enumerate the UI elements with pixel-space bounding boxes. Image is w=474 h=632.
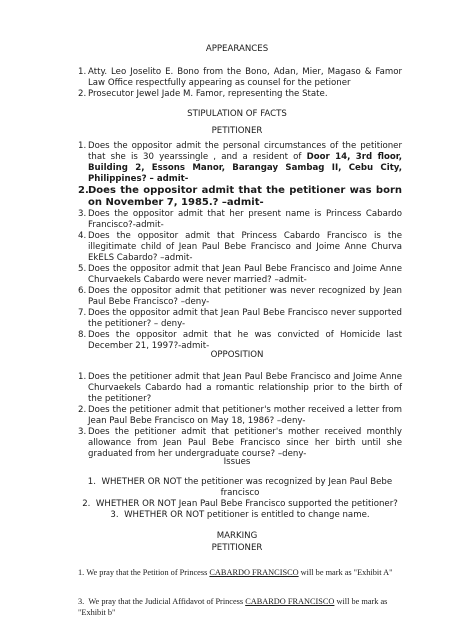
list-item: 1. WHETHER OR NOT the petitioner was recognized by Jean Paul Bebe francisco (87, 477, 393, 498)
marking-item: 3. We pray that the Judicial Affidavot of Princess CABARDO FRANCISCO will be mark as "Exhibit b" (78, 597, 388, 617)
appearances-list (78, 67, 402, 100)
list-item: 2. WHETHER OR NOT Jean Paul Bebe Francisco supported the petitioner? (82, 499, 398, 509)
list-item: 6. Does the oppositor admit that petitioner was never recognized by Jean Paul Bebe Francisco? –deny- (78, 286, 402, 307)
list-item: 1. Does the petitioner admit that Jean Paul Bebe Francisco and Joime Anne Churvaekels Cabardo had a romantic relationship prior to the birth of the petitioner? (78, 372, 402, 404)
marking-petitioner-subheading: PETITIONER (211, 543, 263, 553)
list-item: 3. Does the oppositor admit that her present name is Princess Cabardo Francisco?-admit- (78, 209, 402, 230)
petitioner-subheading: PETITIONER (211, 126, 263, 136)
opposition-list (78, 372, 402, 460)
marking-heading: MARKING (216, 531, 258, 541)
opposition-heading: OPPOSITION (210, 350, 264, 360)
stipulation-list (78, 141, 402, 352)
issues-list (78, 477, 402, 521)
appearances-heading: APPEARANCES (205, 44, 269, 54)
stipulation-heading: STIPULATION OF FACTS (187, 109, 287, 119)
marking-item: 1. We pray that the Petition of Princess CABARDO FRANCISCO will be mark as "Exhibit A" (78, 568, 393, 577)
list-item: 1. Does the oppositor admit the personal circumstances of the petitioner that she is 30 yearssingle , and a resident of Door 14, 3rd floor, Building 2, Essons Manor, Barangay Sambag II, Cebu City, Philippines? – admit- (78, 141, 403, 184)
list-item: 8. Does the oppositor admit that he was convicted of Homicide last December 21, 1997?-admit- (78, 330, 402, 351)
list-item: 4. Does the oppositor admit that Princess Cabardo Francisco is the illegitimate child of Jean Paul Bebe Francisco and Joime Anne Churva EkELS Cabardo? –admit- (78, 231, 402, 263)
list-item: 2. Does the petitioner admit that petitioner's mother received a letter from Jean Paul Bebe Francisco on May 18, 1986? –deny- (78, 405, 402, 426)
address-bold: Door 14, 3rd floor, Building 2, Essons Manor, Barangay Sambag II, Cebu City, Philippines? – admit- (88, 152, 403, 184)
list-item: 5. Does the oppositor admit that Jean Paul Bebe Francisco and Joime Anne Churvaekels Cabardo were never married? –admit- (78, 264, 402, 285)
list-item: 2. Prosecutor Jewel Jade M. Famor, representing the State. (78, 89, 328, 99)
list-item: 3. WHETHER OR NOT petitioner is entitled to change name. (110, 510, 370, 520)
list-item: 1. Atty. Leo Joselito E. Bono from the Bono, Adan, Mier, Magaso & Famor Law Office respectfully appearing as counsel for the petioner (78, 67, 402, 88)
list-item: 3. Does the petitioner admit that petitioner's mother received monthly allowance from Jean Paul Bebe Francisco since her birth until she graduated from her undergraduate course? –deny- (78, 427, 402, 459)
list-item: 7. Does the oppositor admit that Jean Paul Bebe Francisco never supported the petitioner? – deny- (78, 308, 402, 329)
list-item: 2. Does the oppositor admit that the petitioner was born on November 7, 1985.? –admit- (78, 185, 402, 208)
issues-heading: Issues (223, 457, 251, 467)
